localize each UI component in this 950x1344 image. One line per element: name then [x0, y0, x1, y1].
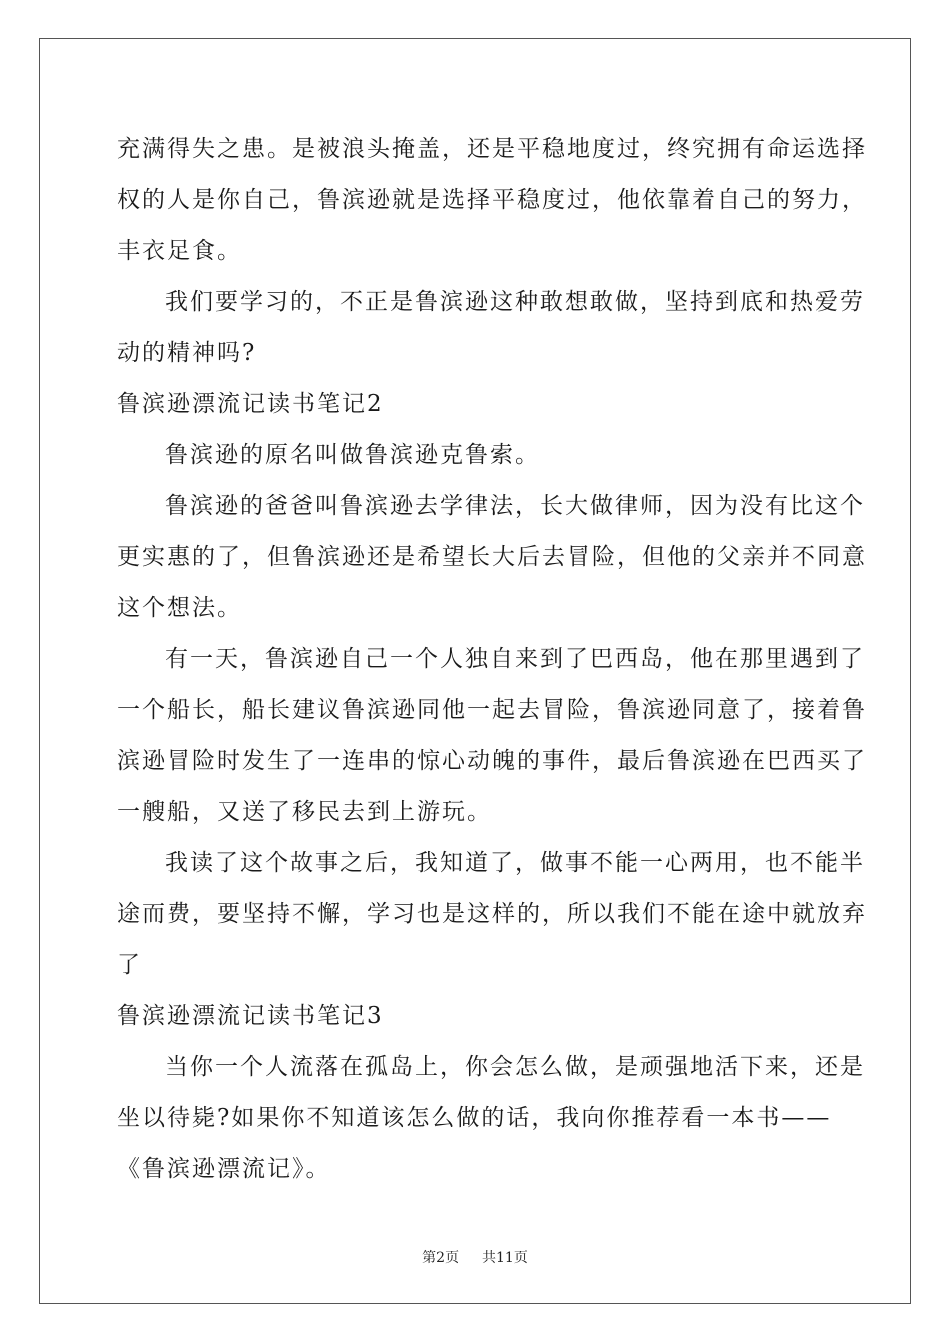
paragraph-start: 当你一个人流落在孤岛上，你会怎么做，是顽强地活下来，还是 — [165, 1054, 865, 1080]
text-line: 途而费，要坚持不懈，学习也是这样的，所以我们不能在途中就放弃 — [117, 901, 867, 927]
text-line: 滨逊冒险时发生了一连串的惊心动魄的事件，最后鲁滨逊在巴西买了 — [117, 748, 867, 774]
text-line: 权的人是你自己，鲁滨逊就是选择平稳度过，他依靠着自己的努力， — [117, 187, 867, 213]
paragraph-start: 我读了这个故事之后，我知道了，做事不能一心两用，也不能半 — [165, 850, 865, 876]
text-line: 《鲁滨逊漂流记》。 — [117, 1156, 331, 1182]
paragraph-start: 鲁滨逊的爸爸叫鲁滨逊去学律法，长大做律师，因为没有比这个 — [165, 493, 865, 519]
text-line: 坐以待毙?如果你不知道该怎么做的话，我向你推荐看一本书—— — [117, 1105, 832, 1131]
paragraph-start: 有一天，鲁滨逊自己一个人独自来到了巴西岛，他在那里遇到了 — [165, 646, 865, 672]
text-line: 这个想法。 — [117, 595, 242, 621]
text-line: 一个船长，船长建议鲁滨逊同他一起去冒险，鲁滨逊同意了，接着鲁 — [117, 697, 867, 723]
text-line: 动的精神吗? — [117, 340, 257, 366]
paragraph-start: 鲁滨逊的原名叫做鲁滨逊克鲁索。 — [165, 442, 540, 468]
text-line: 丰衣足食。 — [117, 238, 242, 264]
text-line: 一艘船，又送了移民去到上游玩。 — [117, 799, 492, 825]
paragraph-start: 我们要学习的，不正是鲁滨逊这种敢想敢做，坚持到底和热爱劳 — [165, 289, 865, 315]
section-heading: 鲁滨逊漂流记读书笔记3 — [117, 1003, 384, 1029]
text-line: 充满得失之患。是被浪头掩盖，还是平稳地度过，终究拥有命运选择 — [117, 136, 867, 162]
page-number: 第2页 — [422, 1250, 460, 1266]
page-total: 共11页 — [482, 1250, 528, 1266]
section-heading: 鲁滨逊漂流记读书笔记2 — [117, 391, 384, 417]
document-body — [117, 124, 867, 1195]
text-line: 了 — [117, 952, 142, 978]
text-line: 更实惠的了，但鲁滨逊还是希望长大后去冒险，但他的父亲并不同意 — [117, 544, 867, 570]
page-footer — [0, 1247, 950, 1267]
